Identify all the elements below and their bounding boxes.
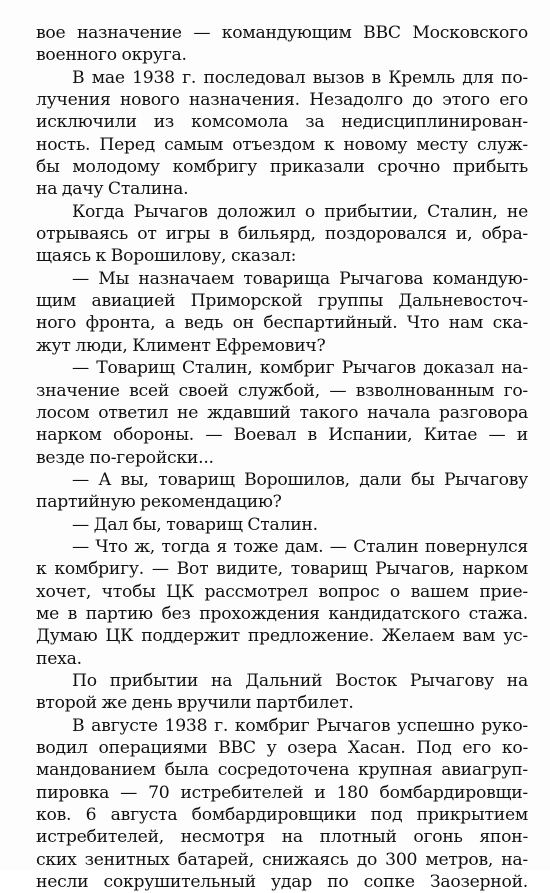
paragraph [36,201,528,268]
text-line: везде по-геройски... [36,447,214,468]
text-line: Думаю ЦК поддержит предложение. Желаем вам ус- [36,626,528,647]
text-line: отрываясь от игры в бильярд, поздоровался и, обра- [36,224,528,245]
text-line: По прибытии на Дальний Восток Рычагову на [72,670,528,691]
text-line: В августе 1938 г. комбриг Рычагов успешно руко- [72,715,528,736]
text-line: лосом ответил не ждавший такого начала разговора [36,402,528,423]
text-line: щим авиацией Приморской группы Дальневосточ- [36,291,528,312]
text-line: военного округа. [36,45,187,66]
text-line: — Что ж, тогда я тоже дам. — Сталин повернулся [72,536,528,557]
text-line: исключили из комсомола за недисциплинирован- [36,112,528,133]
text-line: ков. 6 августа бомбардировщики под прикрытием [36,805,528,826]
text-line: нарком обороны. — Воевал в Испании, Китае — и [36,425,528,446]
text-line: хочет, чтобы ЦК рассмотрел вопрос о вашем прие- [36,581,528,602]
text-line: — Товарищ Сталин, комбриг Рычагов доказал на- [72,358,528,379]
paragraph [36,715,528,893]
text-line: ме в партию без прохождения кандидатского стажа. [36,603,528,624]
paragraph [36,670,528,715]
text-line: вое назначение — командующим ВВС Московского [36,23,528,43]
text-line: Когда Рычагов доложил о прибытии, Сталин, не [72,201,528,222]
body-text [36,22,528,893]
text-line: — Дал бы, товарищ Сталин. [72,514,318,535]
paragraph [36,268,528,357]
text-line: пеха. [36,648,82,669]
text-line: пировка — 70 истребителей и 180 бомбардировщи- [36,782,528,803]
text-line: — Мы назначаем товарища Рычагова командую- [72,268,528,289]
paragraph [36,357,528,469]
text-line: на дачу Сталина. [36,179,189,200]
text-line: В мае 1938 г. последовал вызов в Кремль для по- [72,67,528,88]
text-line: несли сокрушительный удар по сопке Заозерной. [36,872,528,893]
text-line: мандованием была сосредоточена крупная авиагруп- [36,760,528,781]
text-line: щаясь к Ворошилову, сказал: [36,246,297,267]
text-line: водил операциями ВВС у озера Хасан. Под его ко- [36,738,528,758]
text-line: бы молодому комбригу приказали срочно прибыть [36,157,528,178]
text-line: второй же день вручили партбилет. [36,693,354,714]
text-line: значение всей своей службой, — взволнованным го- [36,380,528,401]
paragraph [36,22,528,67]
paragraph [36,514,528,536]
text-line: ских зенитных батарей, снижаясь до 300 метров, на- [36,849,528,870]
text-line: партийную рекомендацию? [36,492,282,513]
text-line: ность. Перед самым отъездом к новому месту служ- [36,134,528,155]
text-line: истребителей, несмотря на плотный огонь япон- [36,827,528,848]
text-line: — А вы, товарищ Ворошилов, дали бы Рычагову [72,469,528,490]
paragraph [36,67,528,201]
text-line: жут люди, Климент Ефремович? [36,335,326,356]
paragraph [36,536,528,670]
text-line: ного фронта, а ведь он беспартийный. Что нам ска- [36,313,528,334]
text-line: к комбригу. — Вот видите, товарищ Рычагов, нарком [36,559,528,580]
paragraph [36,469,528,514]
text-line: лучения нового назначения. Незадолго до этого его [36,90,528,111]
